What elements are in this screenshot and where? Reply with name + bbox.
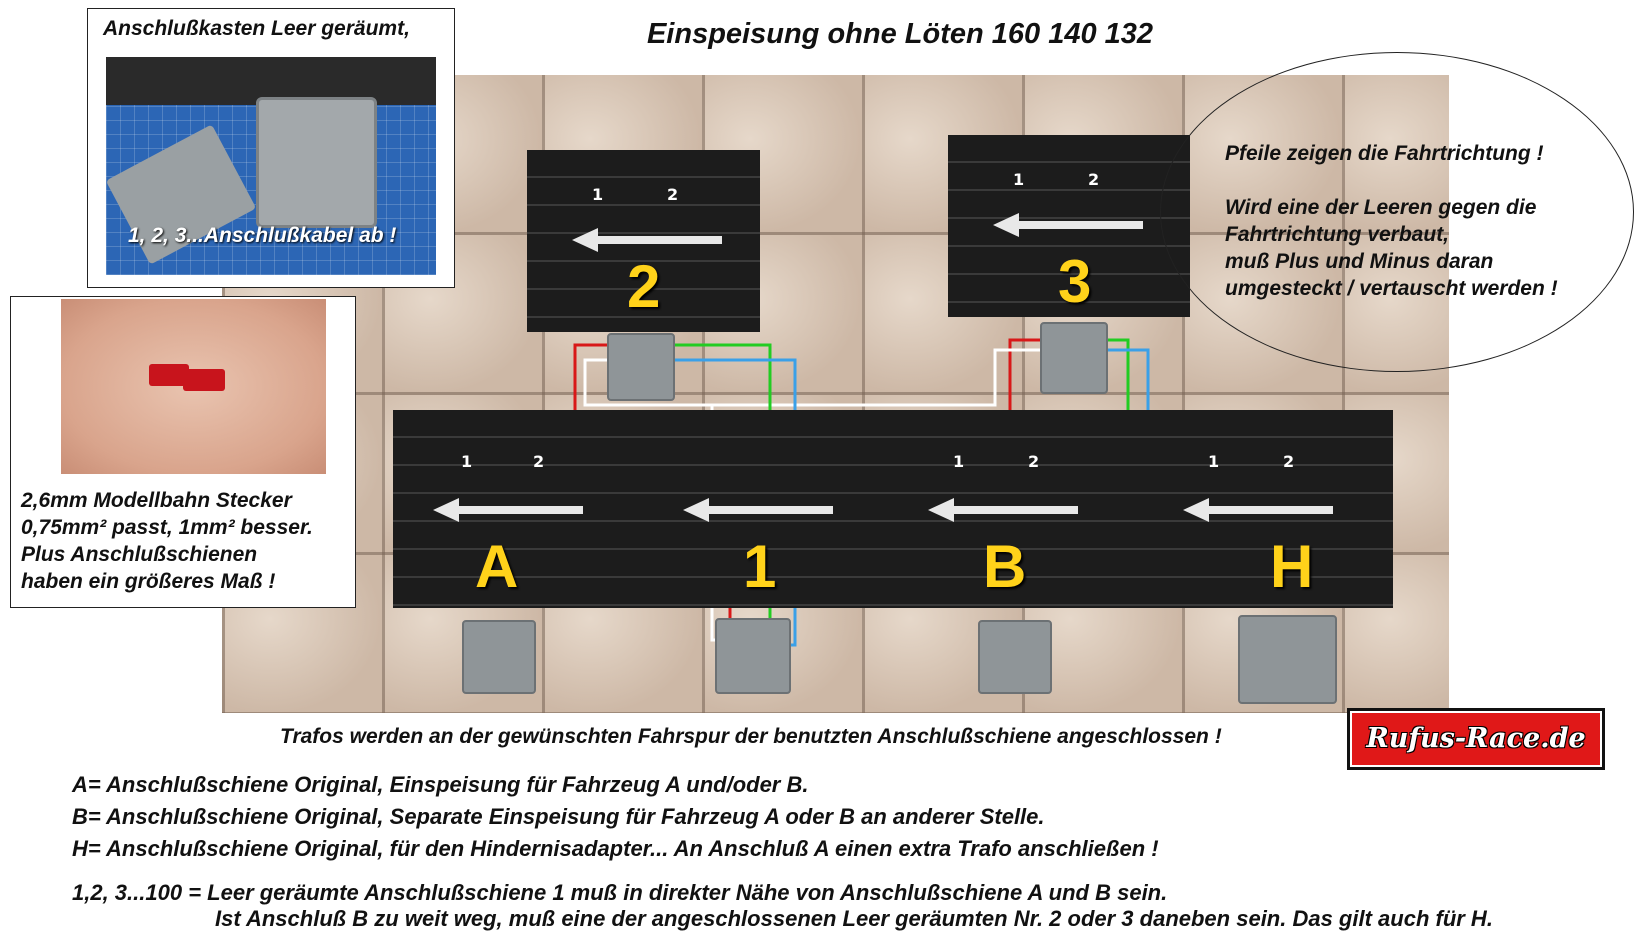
plug-note-line-2: 0,75mm² passt, 1mm² besser.: [21, 516, 313, 539]
trafo-note: Trafos werden an der gewünschten Fahrspur der benutzten Anschlußschiene angeschlossen !: [280, 725, 1222, 748]
track-piece-2: [527, 150, 760, 332]
direction-note-line-6: umgesteckt / vertauscht werden !: [1225, 277, 1558, 300]
lane-number-1: 1: [1013, 170, 1025, 189]
track-segment-1: [643, 410, 893, 608]
direction-note-line-1: Pfeile zeigen die Fahrtrichtung !: [1225, 142, 1544, 165]
direction-note-line-4: Fahrtrichtung verbaut,: [1225, 223, 1450, 246]
plug-note-line-1: 2,6mm Modellbahn Stecker: [21, 489, 292, 512]
legend-h: H= Anschlußschiene Original, für den Hindernisadapter... An Anschluß A einen extra Trafo anschließen !: [72, 836, 1159, 861]
track-label-b: B: [983, 533, 1027, 600]
track-segment-a: [393, 410, 643, 608]
track-label-1: 1: [743, 533, 777, 600]
info-box-heading: Anschlußkasten Leer geräumt,: [103, 17, 410, 40]
legend-a: A= Anschlußschiene Original, Einspeisung für Fahrzeug A und/oder B.: [72, 772, 809, 797]
lane-number-2: 2: [1088, 170, 1100, 189]
info-box-connector: [87, 8, 455, 288]
track-segment-h: [1143, 410, 1393, 608]
connector-box-3: [1040, 322, 1108, 394]
track-piece-3: [948, 135, 1190, 317]
lane-number-2: 2: [1028, 452, 1040, 471]
logo-text: Rufus-Race.de: [1366, 723, 1586, 754]
connector-box-b: [978, 620, 1052, 694]
lane-number-1: 1: [953, 452, 965, 471]
info-box-plug: [10, 296, 356, 608]
lane-number-2: 2: [667, 185, 679, 204]
lane-number-2: 2: [533, 452, 545, 471]
arrow-left-icon: [1183, 498, 1333, 522]
arrow-left-icon: [572, 228, 722, 252]
arrow-left-icon: [683, 498, 833, 522]
plug-photo: [61, 299, 326, 474]
track-label-a: A: [475, 533, 519, 600]
track-segment-b: [893, 410, 1143, 608]
track-label-3: 3: [1058, 248, 1092, 315]
lane-number-2: 2: [1283, 452, 1295, 471]
connector-photo: [106, 57, 436, 275]
plug-note-line-3: Plus Anschlußschienen: [21, 543, 258, 566]
info-box-caption: 1, 2, 3...Anschlußkabel ab !: [128, 224, 397, 247]
connector-box-1: [715, 618, 791, 694]
track-label-2: 2: [627, 253, 661, 320]
plug-note-line-4: haben ein größeres Maß !: [21, 570, 276, 593]
arrow-left-icon: [433, 498, 583, 522]
track-label-h: H: [1270, 533, 1314, 600]
direction-note-line-5: muß Plus und Minus daran: [1225, 250, 1494, 273]
connector-box-h: [1238, 615, 1337, 704]
connector-box-a: [462, 620, 536, 694]
page-title: Einspeisung ohne Löten 160 140 132: [646, 18, 1154, 50]
footer-line-2: Ist Anschluß B zu weit weg, muß eine der angeschlossenen Leer geräumten Nr. 2 oder 3 daneben sein. Das gilt auch für H.: [215, 906, 1493, 931]
junction-box-image: [256, 97, 377, 228]
legend-b: B= Anschlußschiene Original, Separate Einspeisung für Fahrzeug A oder B an anderer Stelle.: [72, 804, 1045, 829]
direction-note-line-3: Wird eine der Leeren gegen die: [1225, 196, 1537, 219]
arrow-left-icon: [993, 213, 1143, 237]
footer-line-1: 1,2, 3...100 = Leer geräumte Anschlußschiene 1 muß in direkter Nähe von Anschlußschiene A und B sein.: [72, 880, 1168, 905]
red-plug-image: [183, 369, 225, 391]
lane-number-1: 1: [592, 185, 604, 204]
lane-number-1: 1: [1208, 452, 1220, 471]
logo: [1347, 708, 1605, 770]
arrow-left-icon: [928, 498, 1078, 522]
connector-box-2: [607, 333, 675, 401]
lane-number-1: 1: [461, 452, 473, 471]
